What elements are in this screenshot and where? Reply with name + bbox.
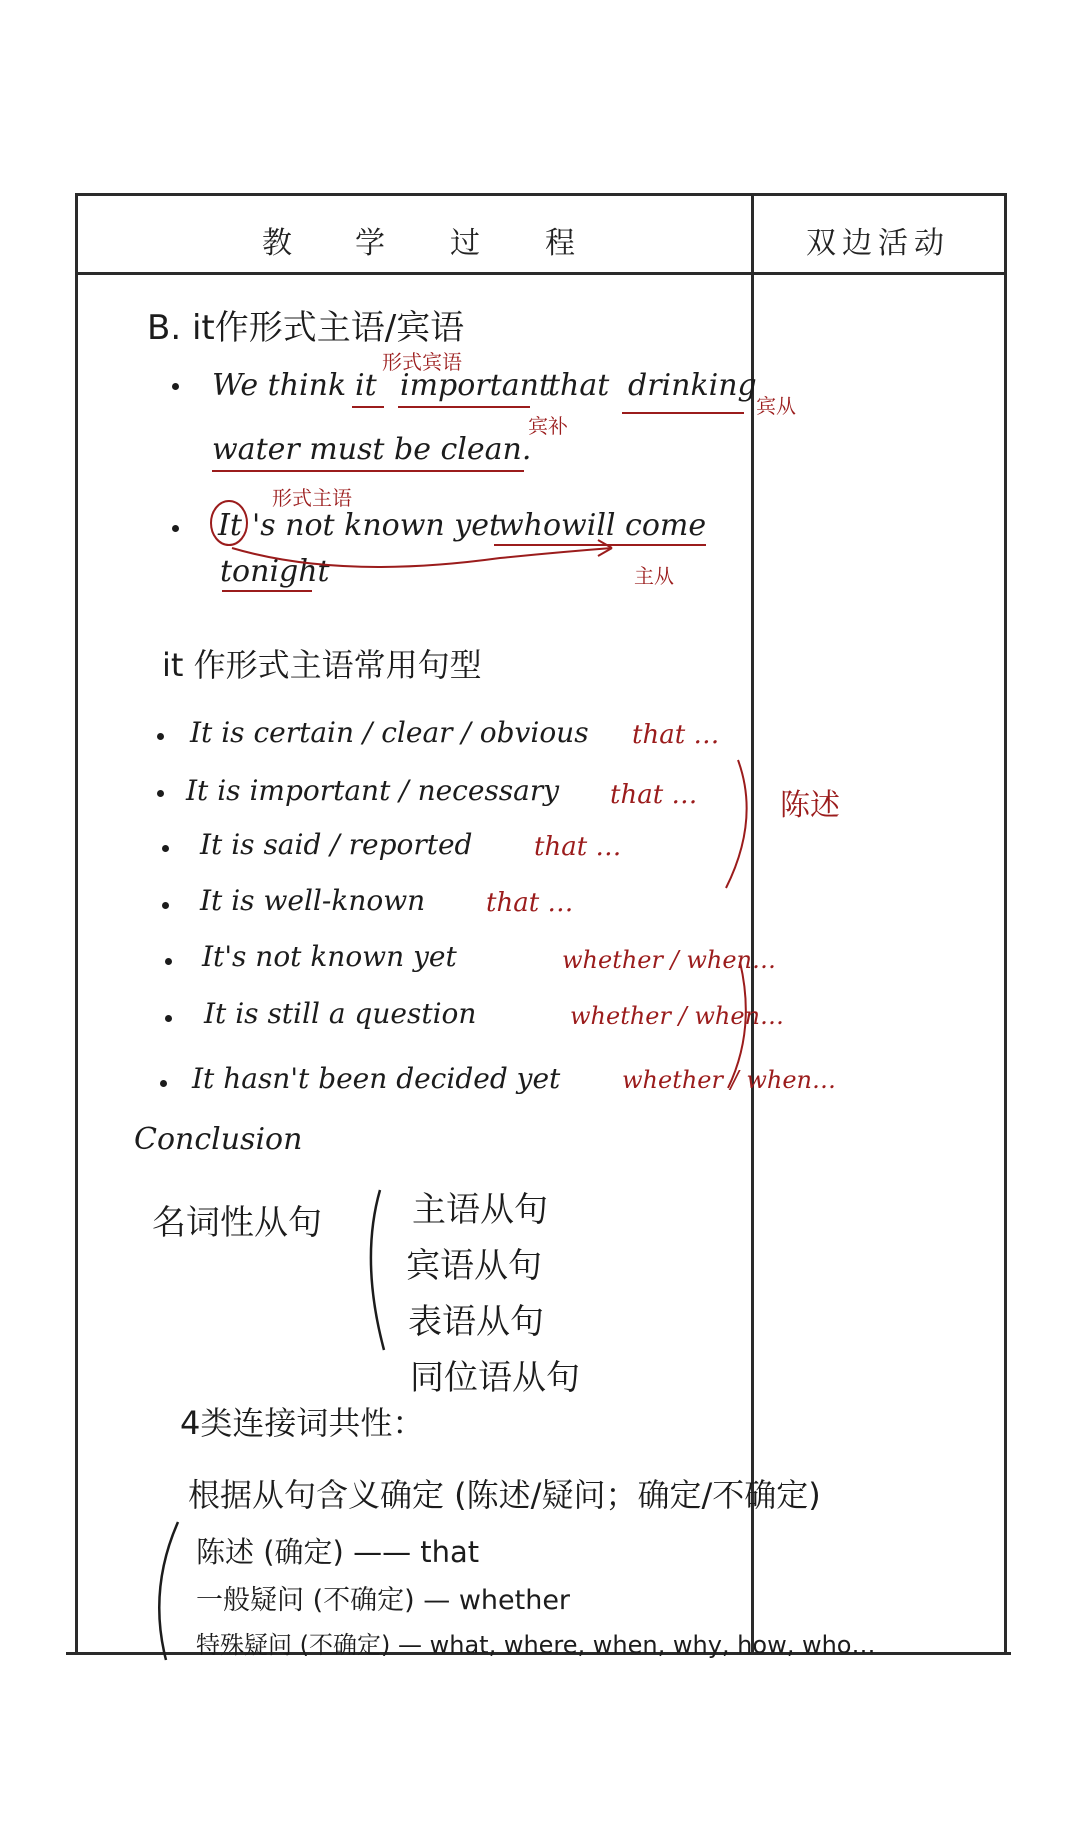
noun-clauses-label: 名词性从句 (152, 1203, 322, 1243)
annot-object-clause: 宾从 (756, 394, 796, 418)
pattern-4-text: It is well-known (200, 884, 426, 917)
header-col1-char-2: 学 (355, 226, 385, 261)
ex2-clause: whowill come (498, 508, 707, 543)
circle-it (211, 501, 247, 545)
ex2-it: It (218, 508, 242, 543)
connectors-title: 4类连接词共性： (180, 1404, 425, 1442)
header-col1-char-3: 过 (450, 226, 480, 261)
annot-formal-subject: 形式主语 (272, 486, 352, 510)
mapping-special-question: 特殊疑问 (不确定) — what, where, when, why, how, who… (196, 1631, 876, 1659)
brace-mappings (159, 1522, 178, 1660)
pattern-3-text: It is said / reported (200, 828, 473, 861)
pattern-1-text: It is certain / clear / obvious (190, 716, 589, 749)
pattern-4-conn: that … (486, 888, 574, 918)
brace-noun-clauses (371, 1190, 384, 1350)
clause-type-appositive: 同位语从句 (410, 1358, 580, 1398)
pattern-5-conn: whether / when… (562, 946, 776, 974)
annot-object-complement: 宾补 (528, 414, 568, 438)
bracket-question (728, 962, 746, 1088)
ex1-line2: water must be clean. (212, 432, 532, 467)
pattern-2-conn: that … (610, 780, 698, 810)
pattern-7-text: It hasn't been decided yet (192, 1062, 561, 1095)
ex2-rest: 's not known yet (252, 508, 502, 543)
header-col1-char-4: 程 (545, 226, 575, 261)
connectors-rule: 根据从句含义确定 (陈述/疑问；确定/不确定) (188, 1476, 821, 1514)
arrow-it-to-clause (232, 548, 612, 567)
clause-type-predicative: 表语从句 (408, 1302, 544, 1342)
conclusion-title: Conclusion (134, 1122, 303, 1157)
mapping-statement: 陈述 (确定) —— that (196, 1535, 480, 1569)
ex1-drinking: drinking (628, 368, 757, 403)
patterns-title: it 作形式主语常用句型 (162, 646, 482, 684)
ex1-we-think: We think (212, 368, 347, 403)
ex2-line2: tonight (220, 554, 330, 589)
mapping-general-question: 一般疑问 (不确定) — whether (196, 1585, 571, 1616)
bracket-statement (726, 760, 747, 888)
bracket-label-statement: 陈述 (780, 788, 840, 823)
clause-type-object: 宾语从句 (406, 1246, 542, 1286)
pattern-7-conn: whether / when… (622, 1066, 836, 1094)
section-b-title: B. it作形式主语/宾语 (147, 308, 465, 348)
pattern-5-text: It's not known yet (202, 940, 457, 973)
header-col1-char-1: 教 (262, 226, 292, 261)
clause-type-subject: 主语从句 (412, 1190, 548, 1230)
ex1-important: important (400, 368, 551, 403)
pattern-6-text: It is still a question (204, 997, 477, 1030)
annot-subject-clause: 主从 (634, 564, 674, 588)
pattern-3-conn: that … (534, 832, 622, 862)
annot-formal-object: 形式宾语 (382, 350, 462, 374)
pattern-6-conn: whether / when… (570, 1002, 784, 1030)
ex1-it: it (355, 368, 377, 403)
header-col2: 双边活动 (806, 226, 950, 261)
pattern-1-conn: that … (632, 720, 720, 750)
ex1-that: that (548, 368, 610, 403)
pattern-2-text: It is important / necessary (186, 774, 560, 807)
